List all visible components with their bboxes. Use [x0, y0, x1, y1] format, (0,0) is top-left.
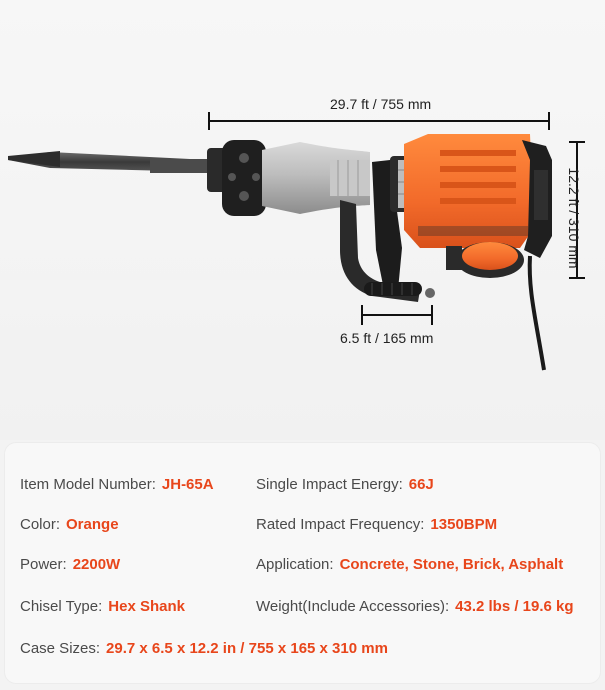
- spec-label: Application:: [256, 556, 334, 573]
- chuck: [207, 140, 266, 216]
- handle-dimension-line: [362, 305, 432, 325]
- spec-label: Color:: [20, 516, 61, 533]
- spec-color: [20, 516, 119, 534]
- spec-value: Hex Shank: [108, 598, 185, 615]
- spec-value: JH-65A: [161, 476, 214, 493]
- spec-label: Case Sizes:: [20, 640, 101, 657]
- spec-label: Power:: [20, 556, 67, 573]
- spec-value: 2200W: [72, 556, 121, 573]
- chisel-bit: [8, 151, 212, 173]
- spec-case-sizes: [20, 640, 388, 658]
- spec-frequency: [256, 516, 497, 534]
- length-dimension-label: 29.7 ft / 755 mm: [330, 96, 432, 112]
- spec-label: Rated Impact Frequency:: [256, 516, 425, 533]
- spec-application: [256, 556, 563, 574]
- spec-value: 43.2 lbs / 19.6 kg: [455, 598, 574, 615]
- height-dimension-label: 12.2 ft / 310 mm: [566, 167, 582, 269]
- steel-barrel: [262, 142, 370, 214]
- spec-value: 29.7 x 6.5 x 12.2 in / 755 x 165 x 310 mm: [106, 640, 388, 657]
- motor-housing: [404, 134, 534, 278]
- spec-value: 1350BPM: [430, 516, 498, 533]
- spec-chisel: [20, 598, 185, 616]
- spec-weight: [256, 598, 574, 616]
- spec-value: 66J: [408, 476, 434, 493]
- specifications-card: [4, 442, 601, 684]
- spec-power: [20, 556, 120, 574]
- spec-value: Concrete, Stone, Brick, Asphalt: [339, 556, 564, 573]
- spec-label: Single Impact Energy:: [256, 476, 403, 493]
- handle-dimension-label: 6.5 ft / 165 mm: [340, 330, 434, 346]
- spec-model: [20, 476, 214, 494]
- spec-value: Orange: [66, 516, 119, 533]
- spec-label: Weight(Include Accessories):: [256, 598, 450, 615]
- spec-label: Chisel Type:: [20, 598, 103, 615]
- spec-label: Item Model Number:: [20, 476, 156, 493]
- length-dimension-line: [209, 112, 549, 130]
- spec-energy: [256, 476, 434, 494]
